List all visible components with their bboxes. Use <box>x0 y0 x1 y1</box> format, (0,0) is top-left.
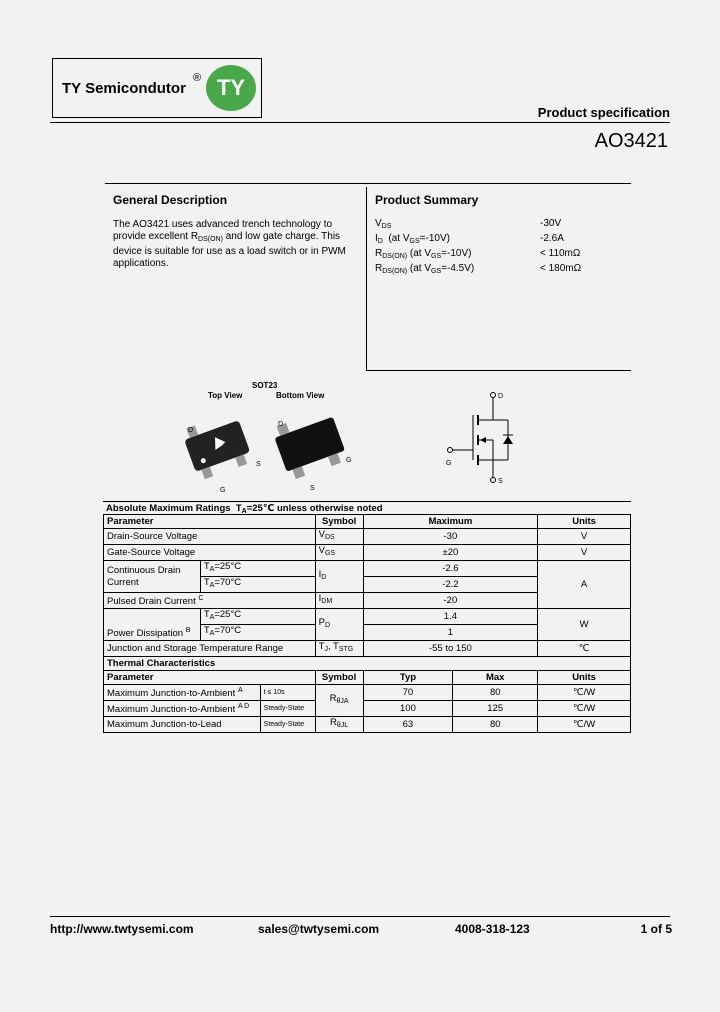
table-cell: Parameter <box>104 671 316 685</box>
product-summary-title: Product Summary <box>375 193 479 207</box>
footer-website[interactable]: http://www.twtysemi.com <box>50 922 194 936</box>
symbol-tj-tstg: $T_J$, $T_{STG}$ <box>315 641 363 657</box>
table-cell: $T_A=70^\circ C$ <box>200 625 315 641</box>
table-row <box>104 529 631 545</box>
pin-g-label-bottom: G <box>346 457 352 464</box>
table-cell: t ≤ 10s <box>260 685 315 701</box>
table-row <box>104 609 631 625</box>
section-divider <box>366 187 367 370</box>
table-cell: ℃/W <box>538 701 631 717</box>
table-cell: 100 <box>363 701 453 717</box>
general-description-title: General Description <box>113 193 228 207</box>
summary-param-vds: $V_{DS}$ <box>375 218 392 230</box>
summary-param-rds45: $R_{DS(ON)}$ (at $V_{GS}=-4.5V$) <box>375 263 475 275</box>
pin-d-label-top: D <box>188 427 194 434</box>
thermal-caption: Thermal Characteristics <box>104 657 631 671</box>
table-cell: Pulsed Drain Current $^C$ <box>104 593 316 609</box>
footer-rule <box>50 916 670 917</box>
summary-value-rds45: < 180mΩ <box>540 263 582 274</box>
table-cell: V <box>538 545 631 561</box>
table-row <box>104 545 631 561</box>
abs-max-caption: Absolute Maximum Ratings $T_A=25℃$ unless otherwise noted <box>106 503 383 515</box>
table-cell: 1.4 <box>363 609 538 625</box>
table-cell: -2.6 <box>363 561 538 577</box>
header-symbol: Symbol <box>315 515 363 529</box>
mosfet-schematic <box>440 385 520 490</box>
table-cell: 80 <box>453 717 538 733</box>
symbol-idm: $I_{DM}$ <box>315 593 363 609</box>
company-name: TY Semicondutor <box>62 80 186 97</box>
table-cell: Max <box>453 671 538 685</box>
table-cell: -2.2 <box>363 577 538 593</box>
table-cell: -30 <box>363 529 538 545</box>
sot23-package-diagram <box>180 400 370 495</box>
table-cell: ±20 <box>363 545 538 561</box>
bottom-view-label: Bottom View <box>276 391 325 400</box>
table-cell: 70 <box>363 685 453 701</box>
product-spec-label: Product specification <box>537 105 670 120</box>
table-row <box>104 641 631 657</box>
company-logo: TY <box>206 65 256 111</box>
abs-max-table <box>103 514 631 657</box>
header-units: Units <box>538 515 631 529</box>
table-cell: 125 <box>453 701 538 717</box>
table-cell: Units <box>538 671 631 685</box>
schematic-s-label: S <box>498 478 503 485</box>
header-maximum: Maximum <box>363 515 538 529</box>
symbol-pd: $P_D$ <box>315 609 363 641</box>
table-cell: Maximum Junction-to-Lead <box>104 717 261 733</box>
table-cell: $T_A=70^\circ C$ <box>200 577 315 593</box>
table-cell: V <box>538 529 631 545</box>
symbol-rjl: $R_{\theta JL}$ <box>315 717 363 733</box>
table-cell: Typ <box>363 671 453 685</box>
table-cell: Maximum Junction-to-Ambient $^A$ <box>104 685 261 701</box>
thermal-table <box>103 656 631 733</box>
table-cell: Symbol <box>315 671 363 685</box>
table-cell: ℃/W <box>538 685 631 701</box>
summary-value-vds: -30V <box>540 218 562 229</box>
table-row <box>104 685 631 701</box>
header-parameter: Parameter <box>104 515 316 529</box>
pin-s-label-top: S <box>256 461 261 468</box>
abs-max-header-row <box>104 515 631 529</box>
footer-phone: 4008-318-123 <box>455 922 530 936</box>
thermal-header-row <box>104 671 631 685</box>
header-rule <box>50 122 670 123</box>
table-cell: 63 <box>363 717 453 733</box>
abs-max-top-rule <box>103 501 631 502</box>
pin-d-label-bottom: D <box>278 421 284 428</box>
table-cell: ℃/W <box>538 717 631 733</box>
summary-param-id: $I_D$ (at $V_{GS}=-10V$) <box>375 233 450 245</box>
registered-mark: ® <box>193 72 202 84</box>
table-cell: 1 <box>363 625 538 641</box>
symbol-vgs: $V_{GS}$ <box>315 545 363 561</box>
general-description-text: The AO3421 uses advanced trench technology to provide excellent $R_{DS(ON)}$ and low gate charge. This device is suitable for use as a load switch or in PWM applications. <box>113 219 346 269</box>
part-number: AO3421 <box>594 130 668 152</box>
footer-email[interactable]: sales@twtysemi.com <box>258 922 380 936</box>
table-cell: Power Dissipation $^B$ <box>104 609 201 641</box>
summary-value-id: -2.6A <box>540 233 564 244</box>
table-cell: -20 <box>363 593 538 609</box>
top-view-label: Top View <box>208 391 243 400</box>
pin-g-label-top: G <box>220 487 226 494</box>
section-rule <box>105 183 631 184</box>
table-row <box>104 701 631 717</box>
footer-page-number: 1 of 5 <box>640 922 672 936</box>
table-cell: Junction and Storage Temperature Range <box>104 641 316 657</box>
summary-value-rds10: < 110mΩ <box>540 248 581 259</box>
cont-drain-param: Continuous Drain Current <box>104 561 201 593</box>
symbol-id: $I_D$ <box>315 561 363 593</box>
table-cell: 80 <box>453 685 538 701</box>
table-cell: A <box>538 561 631 609</box>
table-cell: Maximum Junction-to-Ambient $^{A D}$ <box>104 701 261 717</box>
summary-param-rds10: $R_{DS(ON)}$ (at $V_{GS}=-10V$) <box>375 248 472 260</box>
thermal-caption-row <box>104 657 631 671</box>
symbol-vds: $V_{DS}$ <box>315 529 363 545</box>
package-name: SOT23 <box>252 381 278 390</box>
table-cell: -55 to 150 <box>363 641 538 657</box>
table-cell: ℃ <box>538 641 631 657</box>
schematic-d-label: D <box>498 393 504 400</box>
symbol-rja: $R_{\theta JA}$ <box>315 685 363 717</box>
table-row <box>104 561 631 577</box>
pin-s-label-bottom: S <box>310 485 315 492</box>
table-cell: $T_A=25^\circ C$ <box>200 561 315 577</box>
summary-bottom-rule <box>366 370 631 371</box>
table-cell: $T_A=25^\circ C$ <box>200 609 315 625</box>
table-cell: W <box>538 609 631 641</box>
schematic-g-label: G <box>446 460 452 467</box>
table-cell: Steady-State <box>260 717 315 733</box>
table-cell: Steady-State <box>260 701 315 717</box>
table-cell: Drain-Source Voltage <box>104 529 316 545</box>
table-cell: Gate-Source Voltage <box>104 545 316 561</box>
table-row <box>104 717 631 733</box>
